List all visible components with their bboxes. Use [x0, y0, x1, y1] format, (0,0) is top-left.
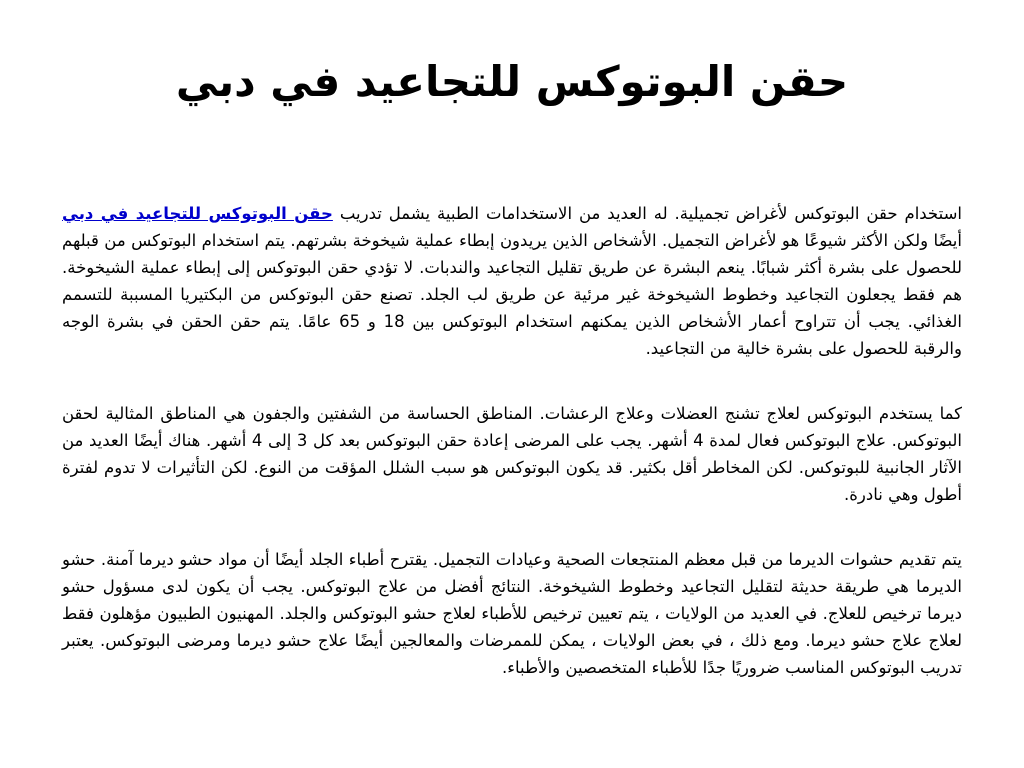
paragraph-1-text-before-link: استخدام حقن البوتوكس لأغراض تجميلية. له العديد من الاستخدامات الطبية يشمل تدريب — [332, 204, 962, 223]
botox-training-link[interactable]: حقن البوتوكس للتجاعيد في دبي — [62, 204, 333, 223]
paragraph-1 — [62, 200, 962, 362]
paragraph-2: كما يستخدم البوتوكس لعلاج تشنج العضلات وعلاج الرعشات. المناطق الحساسة من الشفتين والجفون هي المناطق المثالية لحقن البوتوكس. علاج البوتوكس فعال لمدة 4 أشهر. يجب على المرضى إعادة حقن البوتوكس بعد كل 3 إلى 4 أشهر. هناك أيضًا العديد من الآثار الجانبية للبوتوكس. لكن المخاطر أقل بكثير. قد يكون البوتوكس هو سبب الشلل المؤقت من النوع. لكن التأثيرات لا تدوم لفترة أطول وهي نادرة. — [62, 404, 963, 504]
paragraph-1-text-after-link: أيضًا ولكن الأكثر شيوعًا هو لأغراض التجميل. الأشخاص الذين يريدون إبطاء عملية شيخوخة بشرتهم. يتم استخدام البوتوكس من قبلهم للحصول على بشرة أكثر شبابًا. ينعم البشرة عن طريق تقليل التجاعيد والندبات. لا تؤدي حقن البوتوكس إلى إبطاء عملية الشيخوخة. هم فقط يجعلون التجاعيد وخطوط الشيخوخة غير مرئية عن طريق لب الجلد. تصنع حقن البوتوكس من البكتيريا المسببة للتسمم الغذائي. يجب أن تتراوح أعمار الأشخاص الذين يمكنهم استخدام البوتوكس بين 18 و 65 عامًا. يتم حقن الحقن في بشرة الوجه والرقبة للحصول على بشرة خالية من التجاعيد. — [62, 231, 962, 358]
slide-title: حقن البوتوكس للتجاعيد في دبي — [175, 57, 849, 106]
paragraph-3: يتم تقديم حشوات الديرما من قبل معظم المنتجعات الصحية وعيادات التجميل. يقترح أطباء الجلد أيضًا أن مواد حشو ديرما آمنة. حشو الديرما هي طريقة حديثة لتقليل التجاعيد وخطوط الشيخوخة. النتائج أفضل من علاج البوتوكس. يجب أن يكون لدى مسؤول حشو ديرما ترخيص للعلاج. في العديد من الولايات ، يتم تعيين ترخيص للأطباء لعلاج حشو البوتوكس والجلد. المهنيون الطبيون مؤهلون فقط لعلاج علاج حشو ديرما. ومع ذلك ، في بعض الولايات ، يمكن للممرضات والمعالجين أيضًا علاج حشو ديرما ومرضى البوتوكس. يعتبر تدريب البوتوكس المناسب ضروريًا جدًا للأطباء المتخصصين والأطباء. — [62, 550, 962, 677]
slide-body — [62, 200, 962, 681]
